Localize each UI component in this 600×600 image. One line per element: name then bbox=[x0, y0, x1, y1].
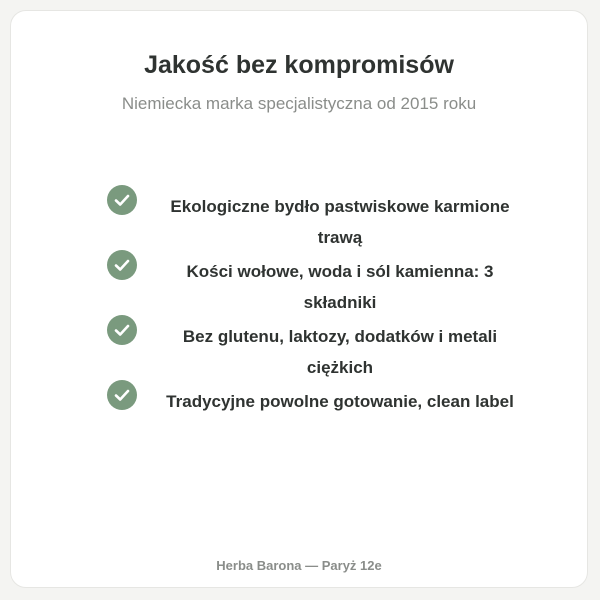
card-subtitle: Niemiecka marka specjalistyczna od 2015 roku bbox=[121, 94, 477, 113]
card-title: Jakość bez kompromisów bbox=[144, 51, 454, 79]
feature-label: Ekologiczne bydło pastwiskowe karmione trawą bbox=[170, 197, 510, 247]
feature-item bbox=[107, 183, 537, 248]
feature-label: Tradycyjne powolne gotowanie, clean label bbox=[166, 392, 514, 411]
check-icon bbox=[107, 315, 137, 345]
feature-item bbox=[107, 313, 537, 378]
feature-list bbox=[107, 183, 537, 443]
check-icon bbox=[107, 185, 137, 215]
quality-card bbox=[10, 10, 588, 588]
check-icon bbox=[107, 380, 137, 410]
feature-item bbox=[107, 378, 537, 443]
feature-label: Bez glutenu, laktozy, dodatków i metali ciężkich bbox=[182, 327, 498, 377]
check-icon bbox=[107, 250, 137, 280]
feature-label: Kości wołowe, woda i sól kamienna: 3 składniki bbox=[186, 262, 494, 312]
card-footer: Herba Barona — Paryż 12e bbox=[216, 558, 382, 573]
feature-item bbox=[107, 248, 537, 313]
